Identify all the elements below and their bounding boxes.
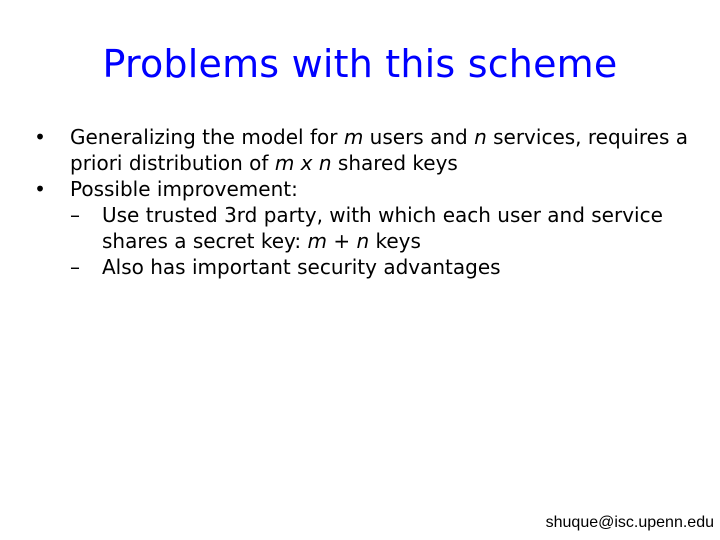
sub-bullet-item (30, 254, 700, 280)
sub-bullet-marker: – (70, 203, 80, 227)
sub-bullet-marker: – (70, 255, 80, 279)
bullet-list (30, 124, 700, 280)
slide-title: Problems with this scheme (102, 42, 618, 86)
bullet-item (30, 124, 700, 176)
bullet-marker: • (34, 177, 46, 201)
bullet-text: Possible improvement: (70, 177, 298, 201)
sub-bullet-text: Also has important security advantages (102, 255, 501, 279)
bullet-item (30, 176, 700, 202)
sub-bullet-text: Use trusted 3rd party, with which each user and service shares a secret key: m + n keys (102, 203, 663, 253)
bullet-text: Generalizing the model for m users and n services, requires a priori distribution of m x n shared keys (70, 125, 689, 175)
bullet-marker: • (34, 125, 46, 149)
sub-bullet-item (30, 202, 700, 254)
footer-email: shuque@isc.upenn.edu (545, 514, 714, 531)
